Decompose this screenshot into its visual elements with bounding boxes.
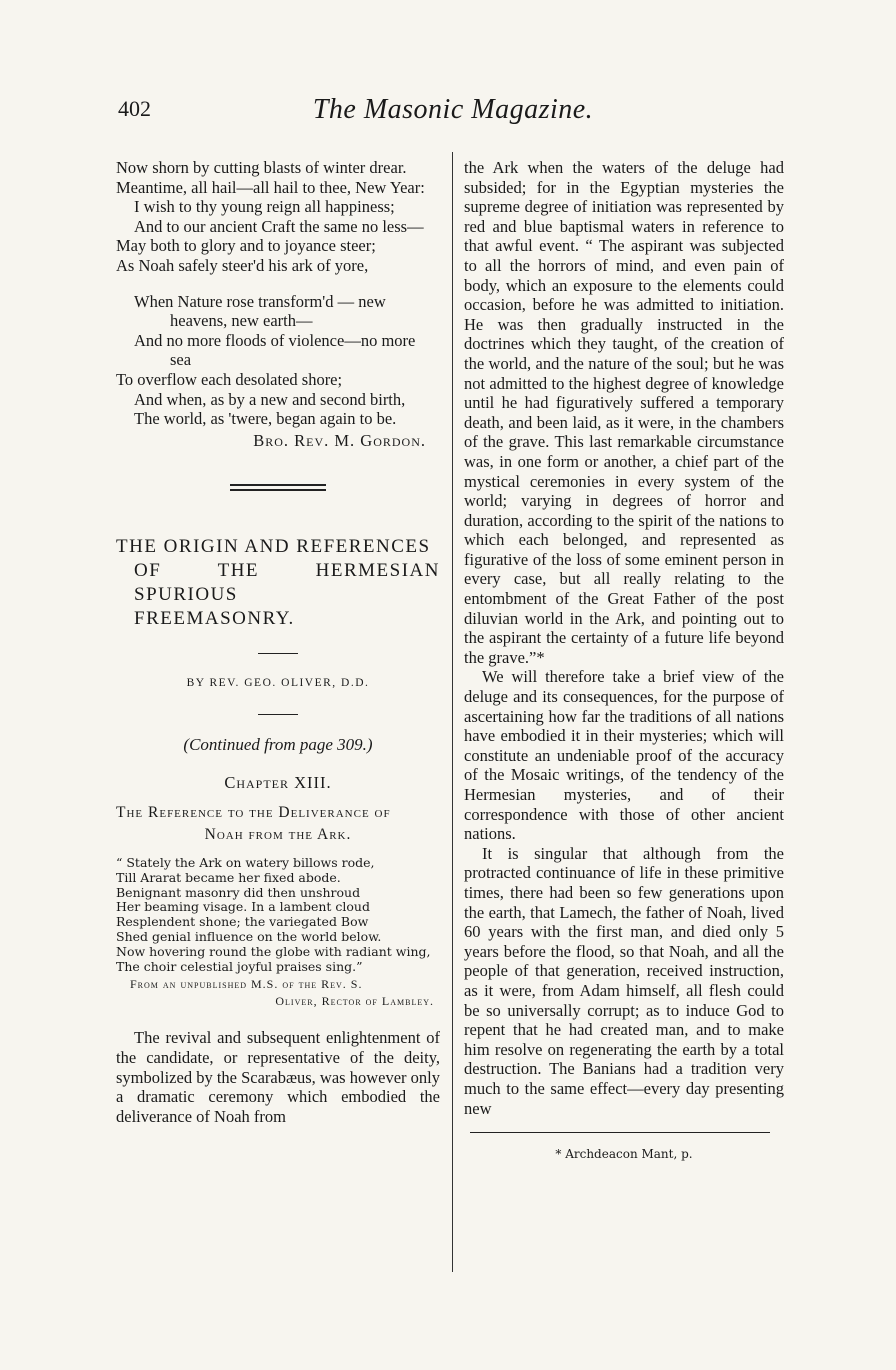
section-separator — [230, 484, 326, 491]
page-header — [118, 96, 788, 136]
byline: BY REV. GEO. OLIVER, D.D. — [186, 677, 370, 690]
epigraph — [116, 856, 440, 974]
epigraph-line: Now hovering round the globe with radiant wing, — [116, 943, 431, 959]
paragraph: The revival and subsequent enlightenment of the candidate, or representative of the deity, symbolized by the Scarabæus, was however only a dramatic ceremony which embodied the deliverance of Noah from — [116, 1028, 440, 1126]
chapter-title-line: The Reference to the Deliverance of — [116, 804, 391, 822]
epigraph-line: Her beaming visage. In a lambent cloud — [116, 899, 370, 915]
article-title-line: FREEMASONRY. — [134, 608, 295, 630]
paragraph: It is singular that although from the protracted continuance of life in these primitive times, there had been so few generations upon the earth, that Lamech, the father of Noah, lived 60 years with the first man, and died only 5 years before the flood, so that Noah, and all the people of that generation, received instruction, as it were, from Adam himself, all flesh could be so universally corrupt; as to induce God to repent that he had created man, and to make him resolve on regenerating the earth by a total destruction. The Banians had a tradition very much to the same effect—every day presenting new — [464, 843, 784, 1118]
poem-line: And to our ancient Craft the same no less— — [134, 216, 424, 236]
article-title-line: THE ORIGIN AND REFERENCES — [116, 536, 431, 558]
epigraph-line: “ Stately the Ark on watery billows rode, — [116, 855, 375, 871]
poem-line: When Nature rose transform'd — new heavens, new earth— — [134, 291, 386, 331]
running-title: The Masonic Magazine. — [312, 94, 594, 125]
left-column — [116, 158, 440, 1126]
poem-line: Meantime, all hail—all hail to thee, New Year: — [116, 177, 425, 197]
chapter-title-line: Noah from the Ark. — [204, 826, 352, 844]
right-column — [464, 158, 784, 1165]
paragraph: We will therefore take a brief view of the deluge and its consequences, for the purpose of ascertaining how far the traditions of all nations have embodied it in their mysteries; which will constitute an undeniable proof of the accuracy of the Mosaic writings, of the tendency of the Hermesian mysteries, and of their correspondence with those of other ancient nations. — [464, 667, 784, 844]
paragraph: the Ark when the waters of the deluge had subsided; for in the Egyptian mysteries the supreme degree of initiation was represented by red and blue baptismal waters in reference to that awful event. “ The aspirant was subjected to all the horrors of mind, and even pain of body, which an exposure to the elements could occasion, before he was admitted to initiation. He was then gradually instructed in the doctrines which they taught, of the creation of the world, and the nature of the soul; but he was not admitted to the highest degree of knowledge until he had figuratively suffered a temporary death, and been laid, as it were, in the chambers of the grave. This last remarkable circumstance was, in one form or another, a chief part of the mystical ceremonies in every system of the world; varying in degrees of horror and duration, according to the spirit of the nations to which each belonged, and represented as figurative of the loss of some eminent person in every case, but all really relating to the entombment of the Great Father of the post diluvian world in the Ark, and pointing out to the aspirant the certainty of a future life beyond the grave.”* — [464, 158, 784, 667]
poem-line: And when, as by a new and second birth, — [134, 389, 406, 409]
poem-line: Now shorn by cutting blasts of winter drear. — [116, 158, 407, 177]
page-number: 402 — [118, 96, 151, 121]
continued-note: (Continued from page 309.) — [183, 734, 373, 754]
attribution-line: Oliver, Rector of Lambley. — [275, 994, 434, 1009]
epigraph-line: The choir celestial joyful praises sing.” — [116, 958, 363, 974]
article-title — [116, 535, 440, 631]
epigraph-line: Shed genial influence on the world below. — [116, 929, 382, 945]
left-body — [116, 1028, 440, 1126]
short-rule — [258, 653, 298, 654]
poem-signature: Bro. Rev. M. Gordon. — [253, 430, 426, 450]
epigraph-line: Till Ararat became her fixed abode. — [116, 869, 341, 885]
poem-line: May both to glory and to joyance steer; — [116, 236, 376, 256]
chapter-heading: Chapter XIII. — [224, 772, 332, 792]
epigraph-attribution — [116, 976, 440, 1010]
poem-line: And no more floods of violence—no more sea — [134, 330, 416, 370]
footnote-rule — [470, 1132, 770, 1133]
attribution-line: From an unpublished M.S. of the Rev. S. — [130, 977, 363, 992]
poem-line: As Noah safely steer'd his ark of yore, — [116, 255, 369, 275]
chapter-title — [116, 802, 440, 846]
article-title-line: OF THE HERMESIAN SPURIOUS — [134, 560, 440, 606]
poem-line: The world, as 'twere, began again to be. — [134, 409, 397, 429]
poem-line: To overflow each desolated shore; — [116, 369, 343, 389]
poem-line: I wish to thy young reign all happiness; — [134, 197, 395, 217]
stanza-gap — [116, 276, 440, 292]
epigraph-line: Resplendent shone; the variegated Bow — [116, 914, 369, 930]
footnote: * Archdeacon Mant, p. — [555, 1147, 693, 1162]
epigraph-line: Benignant masonry did then unshroud — [116, 884, 361, 900]
short-rule — [258, 714, 298, 715]
poem-top — [116, 158, 440, 450]
column-divider — [452, 152, 453, 1272]
